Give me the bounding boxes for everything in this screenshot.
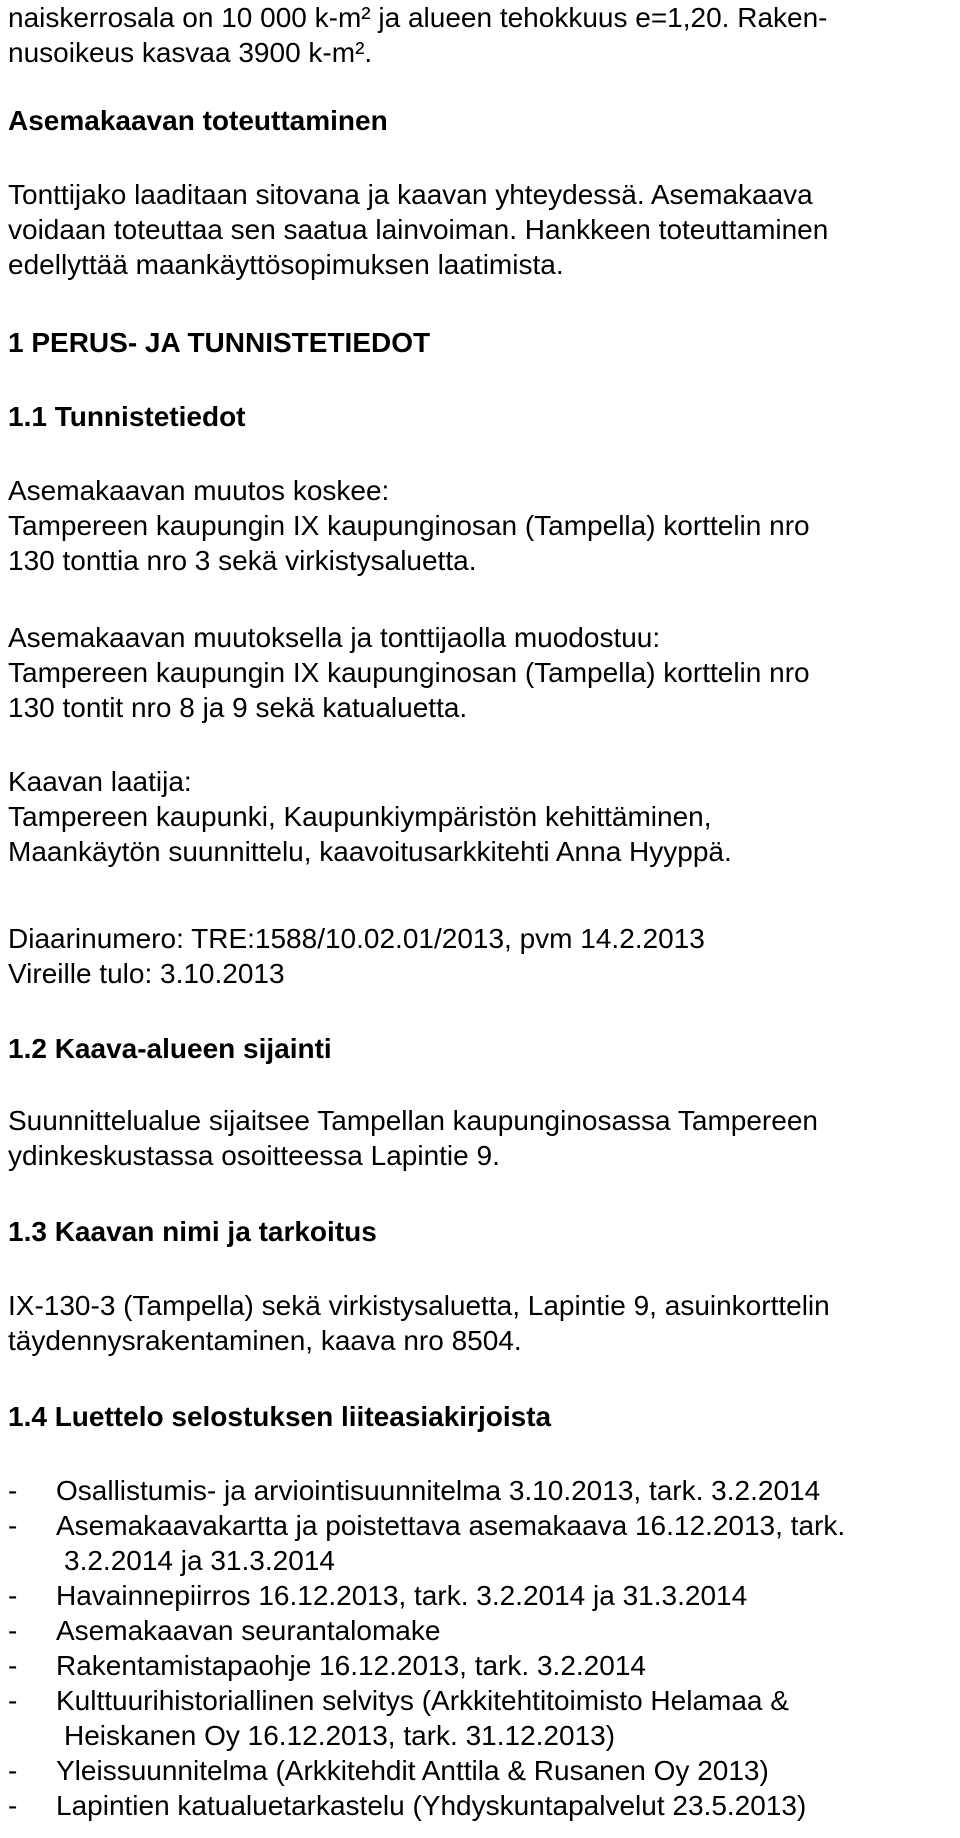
heading-section-1-3: 1.3 Kaavan nimi ja tarkoitus — [8, 1216, 377, 1247]
sijainti-paragraph — [8, 1103, 818, 1173]
list-dash: - — [8, 1650, 18, 1681]
list-dash: - — [8, 1475, 18, 1506]
laatija-label: Kaavan laatija: — [8, 766, 192, 797]
list-item-text: Kulttuurihistoriallinen selvitys (Arkkitehtitoimisto Helamaa & — [56, 1685, 789, 1716]
heading-section-1: 1 PERUS- JA TUNNISTETIEDOT — [8, 327, 431, 358]
list-item-text: Rakentamistapaohje 16.12.2013, tark. 3.2.2014 — [56, 1650, 646, 1681]
diaarinumero: Diaarinumero: TRE:1588/10.02.01/2013, pvm 14.2.2013 — [8, 923, 705, 954]
list-item — [8, 1648, 953, 1683]
laatija-line-2: Maankäytön suunnittelu, kaavoitusarkkitehti Anna Hyyppä. — [8, 836, 732, 867]
list-dash: - — [8, 1580, 18, 1611]
list-item-text: Yleissuunnitelma (Arkkitehdit Anttila & Rusanen Oy 2013) — [56, 1755, 769, 1786]
koskee-paragraph — [8, 473, 810, 578]
liiteasiakirjat-list — [8, 1473, 953, 1823]
list-item — [8, 1508, 953, 1578]
list-dash: - — [8, 1510, 18, 1541]
koskee-line-2: 130 tonttia nro 3 sekä virkistysaluetta. — [8, 545, 477, 576]
muodostuu-paragraph — [8, 620, 810, 725]
toteuttaminen-paragraph — [8, 177, 828, 282]
heading-section-1-4: 1.4 Luettelo selostuksen liiteasiakirjoista — [8, 1401, 552, 1432]
diaari-paragraph — [8, 921, 705, 991]
tarkoitus-line-1: IX-130-3 (Tampella) sekä virkistysaluetta, Lapintie 9, asuinkorttelin — [8, 1290, 830, 1321]
tarkoitus-paragraph — [8, 1288, 830, 1358]
intro-line-2: nusoikeus kasvaa 3900 k-m². — [8, 37, 373, 68]
list-dash: - — [8, 1755, 18, 1786]
list-item-continuation: Heiskanen Oy 16.12.2013, tark. 31.12.2013) — [64, 1720, 616, 1751]
heading-toteuttaminen: Asemakaavan toteuttaminen — [8, 105, 388, 136]
list-item — [8, 1613, 953, 1648]
koskee-label: Asemakaavan muutos koskee: — [8, 475, 390, 506]
toteuttaminen-line-3: edellyttää maankäyttösopimuksen laatimista. — [8, 249, 564, 280]
list-item — [8, 1683, 953, 1753]
list-item-text: Osallistumis- ja arviointisuunnitelma 3.10.2013, tark. 3.2.2014 — [56, 1475, 821, 1506]
toteuttaminen-line-2: voidaan toteuttaa sen saatua lainvoiman. Hankkeen toteuttaminen — [8, 214, 829, 245]
list-dash: - — [8, 1790, 18, 1821]
toteuttaminen-line-1: Tonttijako laaditaan sitovana ja kaavan yhteydessä. Asemakaava — [8, 179, 813, 210]
koskee-line-1: Tampereen kaupungin IX kaupunginosan (Tampella) korttelin nro — [8, 510, 810, 541]
list-item — [8, 1473, 953, 1508]
list-item-continuation: 3.2.2014 ja 31.3.2014 — [64, 1545, 335, 1576]
heading-section-1-2: 1.2 Kaava-alueen sijainti — [8, 1033, 332, 1064]
list-item-text: Lapintien katualuetarkastelu (Yhdyskuntapalvelut 23.5.2013) — [56, 1790, 807, 1821]
laatija-paragraph — [8, 764, 732, 869]
muodostuu-line-2: 130 tontit nro 8 ja 9 sekä katualuetta. — [8, 692, 468, 723]
list-item — [8, 1753, 953, 1788]
heading-section-1-1: 1.1 Tunnistetiedot — [8, 401, 246, 432]
list-item — [8, 1578, 953, 1613]
muodostuu-label: Asemakaavan muutoksella ja tonttijaolla muodostuu: — [8, 622, 661, 653]
list-dash: - — [8, 1615, 18, 1646]
sijainti-line-2: ydinkeskustassa osoitteessa Lapintie 9. — [8, 1140, 500, 1171]
vireille-tulo: Vireille tulo: 3.10.2013 — [8, 958, 285, 989]
intro-line-1: naiskerrosala on 10 000 k-m² ja alueen tehokkuus e=1,20. Raken- — [8, 2, 828, 33]
list-dash: - — [8, 1685, 18, 1716]
laatija-line-1: Tampereen kaupunki, Kaupunkiympäristön kehittäminen, — [8, 801, 712, 832]
intro-paragraph — [8, 0, 828, 70]
list-item-text: Asemakaavakartta ja poistettava asemakaava 16.12.2013, tark. — [56, 1510, 846, 1541]
list-item-text: Havainnepiirros 16.12.2013, tark. 3.2.2014 ja 31.3.2014 — [56, 1580, 748, 1611]
list-item-text: Asemakaavan seurantalomake — [56, 1615, 441, 1646]
tarkoitus-line-2: täydennysrakentaminen, kaava nro 8504. — [8, 1325, 522, 1356]
list-item — [8, 1788, 953, 1823]
sijainti-line-1: Suunnittelualue sijaitsee Tampellan kaupunginosassa Tampereen — [8, 1105, 818, 1136]
muodostuu-line-1: Tampereen kaupungin IX kaupunginosan (Tampella) korttelin nro — [8, 657, 810, 688]
